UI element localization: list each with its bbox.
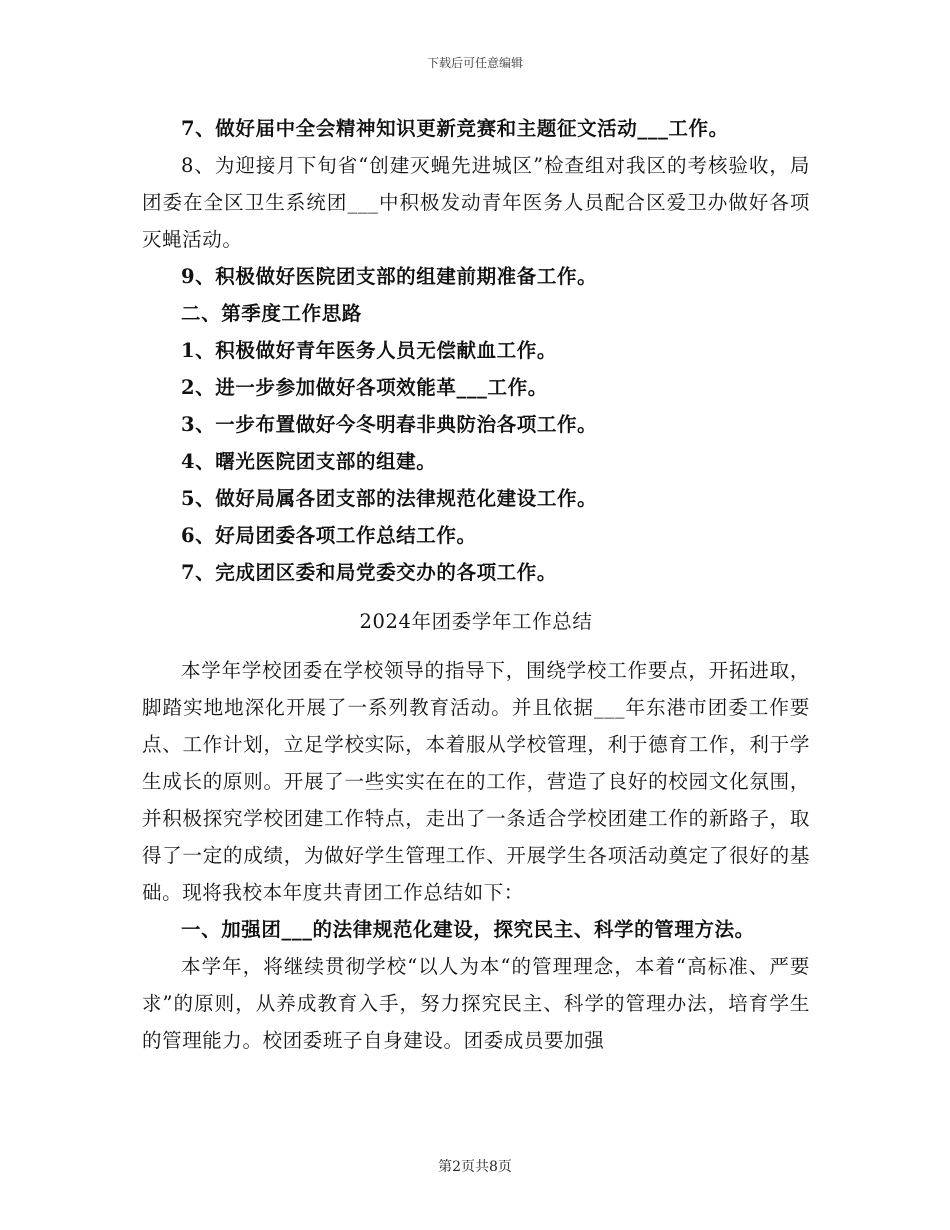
section-heading-2: 二、第季度工作思路 <box>181 302 362 325</box>
page-footer: 第2页共8页 <box>438 1159 512 1175</box>
section-body-paragraph: 本学年，将继续贯彻学校“以人为本“的管理理念，本着“高标准、严要求”的原则，从养成教育入手，努力探究民主、科学的管理办法，培育学生的管理能力。校团委班子自身建设。团委成员要加强 <box>142 955 810 1052</box>
paragraph-item-8: 8、为迎接月下旬省“创建灭蝇先进城区”检查组对我区的考核验收，局团委在全区卫生系统团___中积极发动青年医务人员配合区爱卫办做好各项灭蝇活动。 <box>142 154 810 251</box>
plan-item-3: 3、一步布置做好今冬明春非典防治各项工作。 <box>181 413 598 436</box>
plan-item-4: 4、曙光医院团支部的组建。 <box>181 450 437 473</box>
plan-item-1: 1、积极做好青年医务人员无偿献血工作。 <box>181 339 557 362</box>
page-header: 下载后可任意编辑 <box>426 56 523 70</box>
plan-item-6: 6、好局团委各项工作总结工作。 <box>181 524 477 547</box>
paragraph-item-9: 9、积极做好医院团支部的组建前期准备工作。 <box>181 265 598 288</box>
section-heading-1: 一、加强团___的法律规范化建设，探究民主、科学的管理方法。 <box>181 918 755 941</box>
document-body <box>142 110 810 1059</box>
plan-item-5: 5、做好局属各团支部的法律规范化建设工作。 <box>181 487 598 510</box>
plan-item-7: 7、完成团区委和局党委交办的各项工作。 <box>181 561 557 584</box>
paragraph-item-7: 7、做好届中全会精神知识更新竞赛和主题征文活动___工作。 <box>181 117 729 140</box>
plan-item-2: 2、进一步参加做好各项效能革___工作。 <box>181 376 548 399</box>
intro-paragraph: 本学年学校团委在学校领导的指导下，围绕学校工作要点，开拓进取，脚踏实地地深化开展了一系列教育活动。并且依据___年东港市团委工作要点、工作计划，立足学校实际，本着服从学校管理，利于德育工作，利于学生成长的原则。开展了一些实实在在的工作，营造了良好的校园文化氛围，并积极探究学校团建工作特点，走出了一条适合学校团建工作的新路子，取得了一定的成绩，为做好学生管理工作、开展学生各项活动奠定了很好的基础。现将我校本年度共青团工作总结如下： <box>142 659 810 904</box>
document-title: 2024年团委学年工作总结 <box>359 610 593 633</box>
